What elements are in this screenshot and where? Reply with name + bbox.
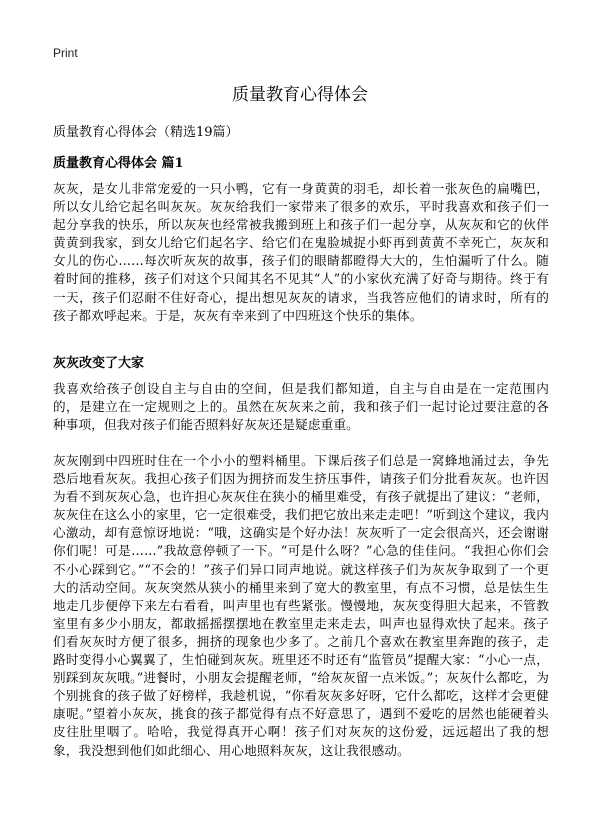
section-heading-2: 灰灰改变了大家 (53, 356, 145, 371)
section-2-paragraph-2: 灰灰刚到中四班时住在一个小小的塑料桶里。下课后孩子们总是一窝蜂地涌过去，争先恐后地看灰灰。我担心孩子们因为拥挤而发生挤压事件，请孩子们分批看灰灰。也许因为看不到灰灰心急，也许担心灰灰住在狭小的桶里难受，有孩子就提出了建议：“老师，灰灰住在这么小的家里，它一定很难受，我们把它放出来走走吧！”听到这个建议，我内心激动，却有意惊讶地说：“哦，这确实是个好办法！灰灰听了一定会很高兴，还会谢谢你们呢！可是……”我故意停顿了一下。“可是什么呀？”心急的佳佳问。“我担心你们会不小心踩到它。”“不会的！”孩子们异口同声地说。就这样孩子们为灰灰争取到了一个更大的活动空间。灰灰突然从狭小的桶里来到了宽大的教室里，有点不习惯，总是怯生生地走几步便停下来左右看看，叫声里也有些紧张。慢慢地，灰灰变得胆大起来，不管教室里有多少小朋友，都敢摇摇摆摆地在教室里走来走去，叫声也显得欢快了起来。孩子们看灰灰时方便了很多，拥挤的现象也少多了。之前几个喜欢在教室里奔跑的孩子，走路时变得小心翼翼了，生怕碰到灰灰。班里还不时还有“监管员”提醒大家：“小心一点，别踩到灰灰哦。”进餐时，小朋友会提醒老师，“给灰灰留一点米饭。”；灰灰什么都吃，为个别挑食的孩子做了好榜样，我趁机说，“你看灰灰多好呀，它什么都吃，这样才会更健康呢。”望着小灰灰，挑食的孩子都觉得有点不好意思了，遇到不爱吃的居然也能硬着头皮往肚里咽了。哈哈，我觉得真开心啊！孩子们对灰灰的这份爱，远远超出了我的想象，我没想到他们如此细心、用心地照料灰灰，这让我很感动。 (53, 453, 549, 758)
section-2-paragraph-1: 我喜欢给孩子创设自主与自由的空间，但是我们都知道，自主与自由是在一定范围内的，是建立在一定规则之上的。虽然在灰灰来之前，我和孩子们一起讨论过要注意的各种事项，但我对孩子们能否照料好灰灰还是疑虑重重。 (53, 381, 549, 433)
section-1-paragraph-1: 灰灰，是女儿非常宠爱的一只小鸭，它有一身黄黄的羽毛，却长着一张灰色的扁嘴巴，所以女儿给它起名叫灰灰。灰灰给我们一家带来了很多的欢乐，平时我喜欢和孩子们一起分享我的快乐，所以灰灰也经常被我搬到班上和孩子们一起分享，从灰灰和它的伙伴黄黄到我家，到女儿给它们起名字、给它们在鬼脸城捉小虾再到黄黄不幸死亡，灰灰和女儿的伤心……每次听灰灰的故事，孩子们的眼睛都瞪得大大的，生怕漏听了什么。随着时间的推移，孩子们对这个只闻其名不见其“人”的小家伙充满了好奇与期待。终于有一天，孩子们忍耐不住好奇心，提出想见灰灰的请求，当我答应他们的请求时，所有的孩子都欢呼起来。于是，灰灰有幸来到了中四班这个快乐的集体。 (53, 181, 549, 323)
section-heading-1: 质量教育心得体会 篇1 (53, 156, 184, 171)
print-link[interactable]: Print (53, 46, 78, 60)
page-title: 质量教育心得体会 (232, 85, 368, 105)
document-subtitle: 质量教育心得体会（精选19篇） (53, 125, 239, 140)
